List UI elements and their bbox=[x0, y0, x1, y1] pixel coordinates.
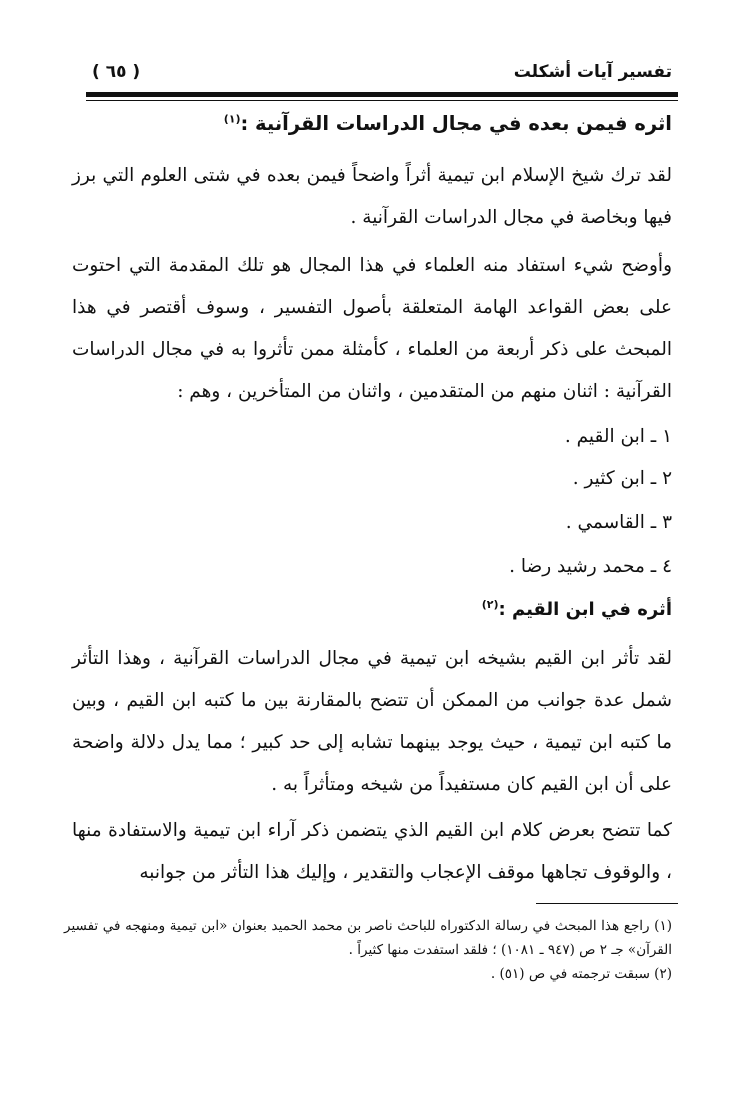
running-header-title: تفسير آيات أشكلت bbox=[513, 62, 672, 82]
scholar-list-item-1: ١ ـ ابن القيم . bbox=[564, 426, 672, 447]
section-heading bbox=[224, 112, 672, 135]
footnote-separator bbox=[536, 903, 678, 904]
section-heading-text: اثره فيمن بعده في مجال الدراسات القرآنية : bbox=[240, 112, 672, 135]
scholar-list-item-3: ٣ ـ القاسمي . bbox=[565, 512, 672, 533]
paragraph-3: لقد تأثر ابن القيم بشيخه ابن تيمية في مجال الدراسات القرآنية ، وهذا التأثر شمل عدة جوانب من الممكن أن تتضح بالمقارنة بين ما كتبه ابن القيم ، وبين ما كتبه ابن تيمية ، حيث يوجد بينهما تشابه إلى حد كبير ؛ مما يدل دلالة واضحة على أن ابن القيم كان مستفيداً من شيخه ومتأثراً به . bbox=[72, 648, 672, 795]
page-number: ( ٦٥ ) bbox=[92, 62, 141, 82]
scholar-list-item-4: ٤ ـ محمد رشيد رضا . bbox=[509, 556, 672, 577]
subsection-heading-text: أثره في ابن القيم : bbox=[498, 599, 672, 620]
header-rule-thin bbox=[86, 100, 678, 101]
footnote-1: (١) راجع هذا المبحث في رسالة الدكتوراه للباحث ناصر بن محمد الحميد بعنوان «ابن تيمية ومنهجه في تفسير القرآن» جـ ٢ ص (٩٤٧ ـ ١٠٨١) ؛ فلقد استفدت منها كثيراً . bbox=[64, 918, 672, 958]
paragraph-2: وأوضح شيء استفاد منه العلماء في هذا المجال هو تلك المقدمة التي احتوت على بعض القواعد الهامة المتعلقة بأصول التفسير ، وسوف أقتصر في هذا المبحث على ذكر أربعة من العلماء ، كأمثلة ممن تأثروا به في مجال الدراسات القرآنية : اثنان منهم من المتقدمين ، واثنان من المتأخرين ، وهم : bbox=[72, 255, 672, 402]
paragraph-1: لقد ترك شيخ الإسلام ابن تيمية أثراً واضحاً فيمن بعده في شتى العلوم التي برز فيها وبخاصة في مجال الدراسات القرآنية . bbox=[72, 165, 672, 228]
section-heading-note-ref: (١) bbox=[223, 112, 241, 126]
subsection-heading-note-ref: (٢) bbox=[481, 598, 499, 611]
header-rule-thick bbox=[86, 92, 678, 97]
paragraph-4: كما تتضح بعرض كلام ابن القيم الذي يتضمن ذكر آراء ابن تيمية والاستفادة منها ، والوقوف تجاهها موقف الإعجاب والتقدير ، وإليك هذا التأثر من جوانبه bbox=[72, 820, 672, 883]
subsection-heading bbox=[482, 598, 672, 620]
scholar-list-item-2: ٢ ـ ابن كثير . bbox=[572, 468, 672, 489]
footnote-2: (٢) سبقت ترجمته في ص (٥١) . bbox=[490, 966, 672, 982]
